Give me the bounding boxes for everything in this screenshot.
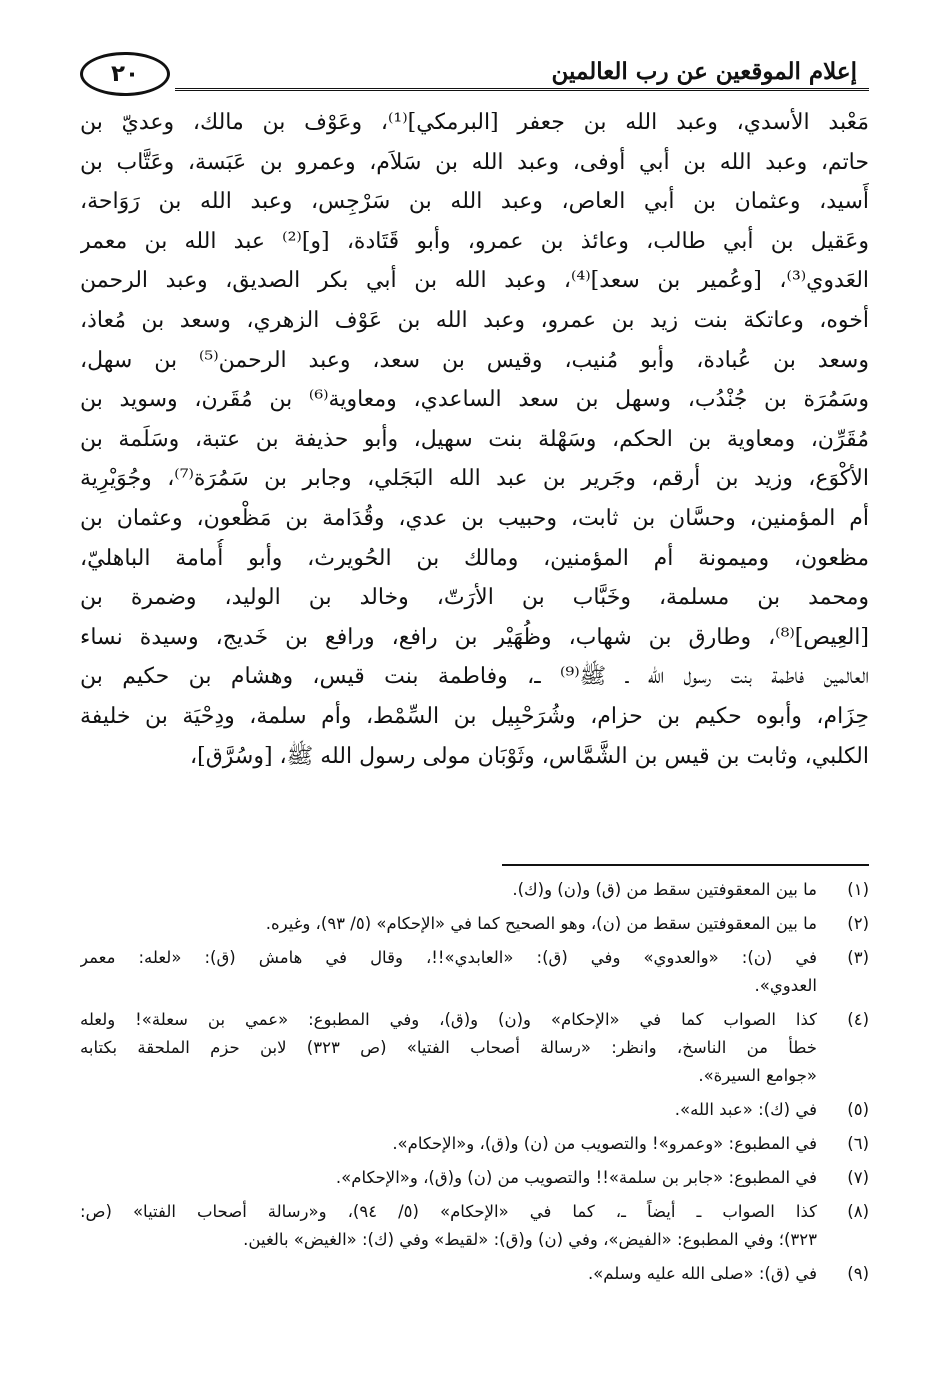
footnote-text: «جوامع السيرة». (698, 1066, 817, 1085)
footnote-text: خطأ من الناسخ، وانظر: «رسالة أصحاب الفتيا» (ص ٣٢٣) لابن حزم الملحقة بكتابه (80, 1038, 817, 1057)
footnote-number: (٢) (847, 914, 869, 933)
footnote-number: (٨) (847, 1202, 869, 1221)
text-line: وسعد بن عُبادة، وأبو مُنيب، وقيس بن سعد، وعبد الرحمن⁽⁵⁾ بن سهل، (80, 347, 869, 373)
running-title: إعلام الموقعين عن رب العالمين (551, 58, 857, 85)
footnote (80, 1006, 869, 1090)
footnote-number: (١) (847, 880, 869, 899)
footnote (80, 1260, 869, 1288)
footnote-number: (٥) (847, 1100, 869, 1119)
footnote (80, 1130, 869, 1158)
footnote-text: ٣٢٣)؛ وفي المطبوع: «الفيض»، وفي (ن) و(ق): «لقيط» وفي (ك): «الغيض» بالغين. (243, 1230, 817, 1249)
text-line: وعَقيل بن أبي طالب، وعائذ بن عمرو، وأبو قَتَادة، [و]⁽²⁾ عبد الله بن معمر (80, 228, 869, 254)
footnote (80, 1198, 869, 1254)
footnote-text: في (ك): «عبد الله». (674, 1100, 817, 1119)
footnote (80, 944, 869, 1000)
text-line: العالمين فاطمة بنت رسول الله ـ ﷺ⁽⁹⁾ ـ، وفاطمة بنت قيس، وهشام بن حكيم بن (80, 664, 869, 690)
footnote-text: العدوي». (754, 976, 817, 995)
footnote-text: كذا الصواب ـ أيضاً ـ، كما في «الإحكام» (٥/ ٩٤)، و«رسالة أصحاب الفتيا» (ص: (80, 1202, 817, 1221)
footnote-text: في (ن): «والعدوي» وفي (ق): «العابدي»!!، وقال في هامش (ق): «لعله: معمر (80, 948, 817, 967)
text-line: وسَمُرَة بن جُنْدُب، وسهل بن سعد الساعدي، ومعاوية⁽⁶⁾ بن مُقَرن، وسويد بن (80, 387, 869, 413)
main-text (80, 103, 869, 776)
page-header (80, 50, 869, 96)
text-line: ومحمد بن مسلمة، وخَبَّاب بن الأرَتّ، وخالد بن الوليد، وضمرة بن (80, 585, 869, 611)
text-line: [العِيص]⁽⁸⁾، وطارق بن شهاب، وظُهَيْر بن رافع، ورافع بن خَديج، وسيدة نساء (80, 624, 869, 650)
text-line: أَسيد، وعثمان بن أبي العاص، وعبد الله بن سَرْجِس، وعبد الله بن رَوَاحة، (80, 189, 869, 215)
footnote-text: ما بين المعقوفتين سقط من (ق) و(ن) و(ك). (512, 880, 817, 899)
footnote-text: في (ق): «صلى الله عليه وسلم». (587, 1264, 817, 1283)
footnote-number: (٤) (847, 1010, 869, 1029)
footnote-text: في المطبوع: «وعمرو»! والتصويب من (ن) و(ق)، و«الإحكام». (392, 1134, 817, 1153)
page-number: ٢٠ (110, 61, 140, 87)
text-line: العَدوي⁽³⁾، [وعُمير بن سعد]⁽⁴⁾، وعبد الله بن أبي بكر الصديق، وعبد الرحمن (80, 268, 869, 294)
footnote (80, 1164, 869, 1192)
footnote-number: (٦) (847, 1134, 869, 1153)
footnote (80, 1096, 869, 1124)
header-rule (175, 88, 869, 91)
page-number-badge (80, 52, 170, 96)
text-line: حاتم، وعبد الله بن أبي أوفى، وعبد الله بن سَلاَم، وعمرو بن عَبَسة، وعَتَّاب بن (80, 149, 869, 175)
footnote (80, 910, 869, 938)
text-line: الكلبي، وثابت بن قيس بن الشَّمَّاس، وثَوْبَان مولى رسول الله ﷺ، [وسُرَّق]، (190, 743, 869, 769)
footnote-text: ما بين المعقوفتين سقط من (ن)، وهو الصحيح كما في «الإحكام» (٥/ ٩٣)، وغيره. (265, 914, 817, 933)
footnote-separator (502, 864, 869, 866)
footnotes (80, 876, 869, 1294)
footnote-number: (٣) (847, 948, 869, 967)
footnote (80, 876, 869, 904)
text-line: أم المؤمنين، وحسَّان بن ثابت، وحبيب بن عدي، وقُدَامة بن مَظْعون، وعثمان بن (80, 505, 869, 531)
text-line: حِزَام، وأبوه حكيم بن حزام، وشُرَحْبِيل بن السِّمْط، وأم سلمة، ودِحْيَة بن خليفة (80, 703, 869, 729)
text-line: أخوه، وعاتكة بنت زيد بن عمرو، وعبد الله بن عَوْف الزهري، وسعد بن مُعاذ، (80, 307, 869, 333)
text-line: الأكْوَع، وزيد بن أرقم، وجَرير بن عبد الله البَجَلي، وجابر بن سَمُرَة⁽⁷⁾، وجُوَيْرِية (80, 466, 869, 492)
footnote-number: (٧) (847, 1168, 869, 1187)
text-line: مظعون، وميمونة أم المؤمنين، ومالك بن الحُويرث، وأبو أُمامة الباهليّ، (80, 545, 869, 571)
footnote-text: في المطبوع: «جابر بن سلمة»!! والتصويب من (ن) و(ق)، و«الإحكام». (335, 1168, 817, 1187)
text-line: مُقَرِّن، ومعاوية بن الحكم، وسَهْلة بنت سهيل، وأبو حذيفة بن عتبة، وسَلَمة بن (80, 426, 869, 452)
text-line: مَعْبد الأسدي، وعبد الله بن جعفر [البرمكي]⁽¹⁾، وعَوْف بن مالك، وعديّ بن (80, 110, 869, 135)
footnote-text: كذا الصواب كما في «الإحكام» و(ن) و(ق)، وفي المطبوع: «عمي بن سعلة»! ولعله (80, 1010, 817, 1029)
footnote-number: (٩) (847, 1264, 869, 1283)
